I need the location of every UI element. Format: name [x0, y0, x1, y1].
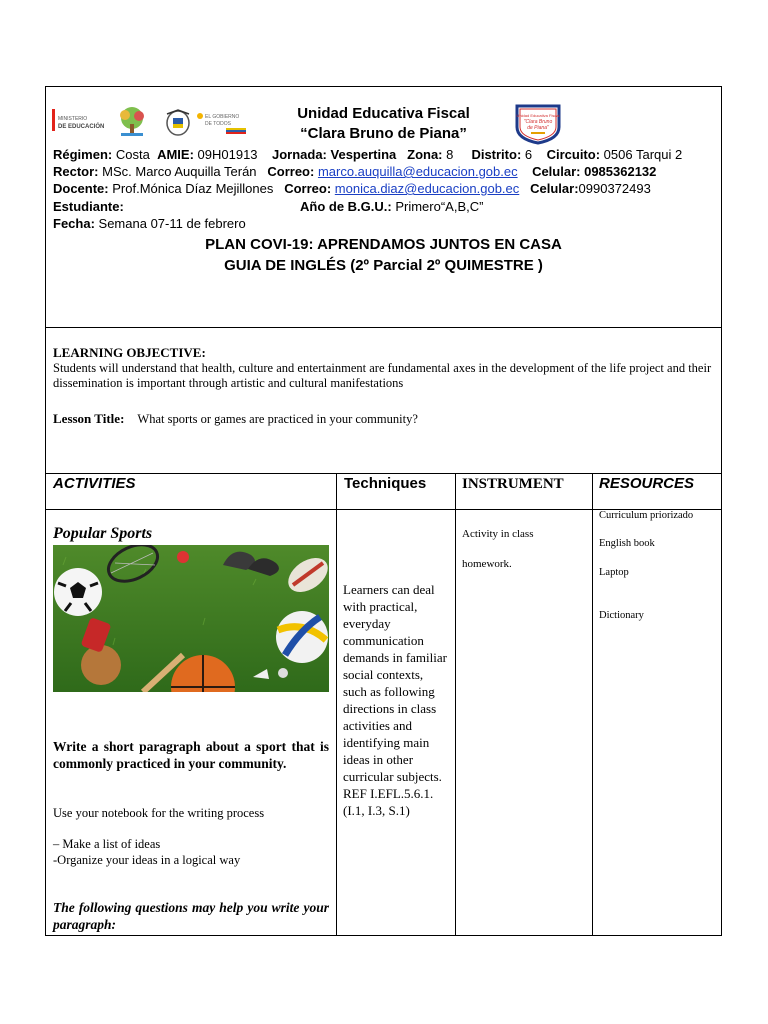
techniques-text: Learners can deal with practical, everyday communication demands in familiar social contexts, such as following directions in class activities and identifying main ideas in other curricular subjects. REF I.EFL.5.6.1. (I.1, I.3, S.1) [343, 582, 447, 818]
lesson-title-row [53, 411, 418, 427]
estudiante-label-text: Estudiante: [53, 199, 124, 214]
institution-subtitle: “Clara Bruno de Piana” [300, 125, 467, 142]
guide-title: GUIA DE INGLÉS (2º Parcial 2º QUIMESTRE ) [224, 257, 543, 274]
svg-text:de Piana": de Piana" [527, 125, 549, 131]
notebook-note: Use your notebook for the writing process [53, 806, 265, 820]
rector-correo-label: Correo: [267, 164, 315, 179]
header-info-row-3 [53, 181, 651, 197]
anio-label: Año de B.G.U.: [300, 199, 392, 214]
divider-col-2 [455, 473, 456, 936]
header-resources: RESOURCES [599, 475, 695, 492]
writing-task: Write a short paragraph about a sport that is commonly practiced in your community. [53, 739, 329, 771]
docente-label: Docente: [53, 181, 109, 196]
regimen-label: Régimen: [53, 147, 113, 162]
header-instrument: INSTRUMENT [462, 476, 564, 492]
header-info-row-1 [53, 147, 682, 163]
divider-col-3 [592, 473, 593, 936]
docente-correo-label: Correo: [284, 181, 332, 196]
institution-name: Unidad Educativa Fiscal [297, 105, 470, 122]
rector-label: Rector: [53, 164, 99, 179]
svg-text:DE EDUCACIÓN: DE EDUCACIÓN [58, 124, 104, 130]
estudiante-label [53, 199, 124, 215]
header-techniques: Techniques [344, 475, 427, 492]
resource-item: Laptop [599, 567, 629, 578]
instrument-item: Activity in class [462, 528, 534, 540]
rector-email-link[interactable]: marco.auquilla@educacion.gob.ec [317, 164, 518, 179]
amie-label: AMIE: [157, 147, 194, 162]
distrito-value: 6 [524, 147, 533, 162]
distrito-label: Distrito: [471, 147, 522, 162]
header-activities: ACTIVITIES [53, 475, 136, 492]
zona-label: Zona: [407, 147, 443, 162]
fecha-label: Fecha: [53, 216, 95, 231]
docente-phone: 0990372493 [578, 181, 651, 196]
instrument-item: homework. [462, 558, 512, 570]
amie-value: 09H01913 [197, 147, 258, 162]
circuito-value: 0506 Tarqui 2 [603, 147, 683, 162]
divider-objective [45, 327, 722, 328]
sports-equipment-photo [53, 545, 329, 692]
regimen-value: Costa [115, 147, 150, 162]
step-list-ideas: – Make a list of ideas [53, 837, 161, 851]
svg-text:MINISTERIO: MINISTERIO [58, 116, 88, 122]
header-info-row-2 [53, 164, 656, 180]
jornada-label: Jornada: [271, 147, 327, 162]
docente-email-link[interactable]: monica.diaz@educacion.gob.ec [334, 181, 520, 196]
rector-celular-label: Celular: [532, 164, 581, 179]
activity-heading: Popular Sports [53, 525, 153, 542]
jornada-value: Vespertina [330, 147, 397, 162]
zona-value: 8 [446, 147, 454, 162]
resource-item: Dictionary [599, 610, 644, 621]
fecha-info [53, 216, 246, 232]
guiding-questions-intro: The following questions may help you write your paragraph: [53, 900, 329, 932]
anio-value: Primero“A,B,C” [395, 199, 484, 214]
svg-text:EL GOBIERNO: EL GOBIERNO [205, 114, 240, 120]
step-organize-ideas: -Organize your ideas in a logical way [53, 853, 241, 867]
fecha-value: Semana 07-11 de febrero [98, 216, 246, 231]
plan-title: PLAN COVI-19: APRENDAMOS JUNTOS EN CASA [205, 236, 562, 253]
docente-celular-label: Celular: [530, 181, 579, 196]
lesson-title-value: What sports or games are practiced in your community? [137, 412, 418, 426]
objective-text: Students will understand that health, culture and entertainment are fundamental axes in the development of the life project and their dissemination is important through artistic and cultural manifestations [53, 361, 712, 390]
svg-text:Unidad Educativa Fiscal: Unidad Educativa Fiscal [516, 113, 560, 118]
docente-value: Prof.Mónica Díaz Mejillones [112, 181, 274, 196]
rector-value: MSc. Marco Auquilla Terán [102, 164, 257, 179]
svg-text:"Clara Bruno: "Clara Bruno [523, 119, 553, 125]
divider-col-1 [336, 473, 337, 936]
rector-phone: 0985362132 [584, 164, 657, 179]
resource-item: Curriculum priorizado [599, 510, 694, 521]
lesson-title-label: Lesson Title: [53, 411, 125, 426]
circuito-label: Circuito: [546, 147, 601, 162]
objective-label: LEARNING OBJECTIVE: [53, 345, 206, 360]
svg-text:DE TODOS: DE TODOS [205, 121, 231, 127]
anio-info [300, 199, 483, 215]
resource-item: English book [599, 538, 655, 549]
